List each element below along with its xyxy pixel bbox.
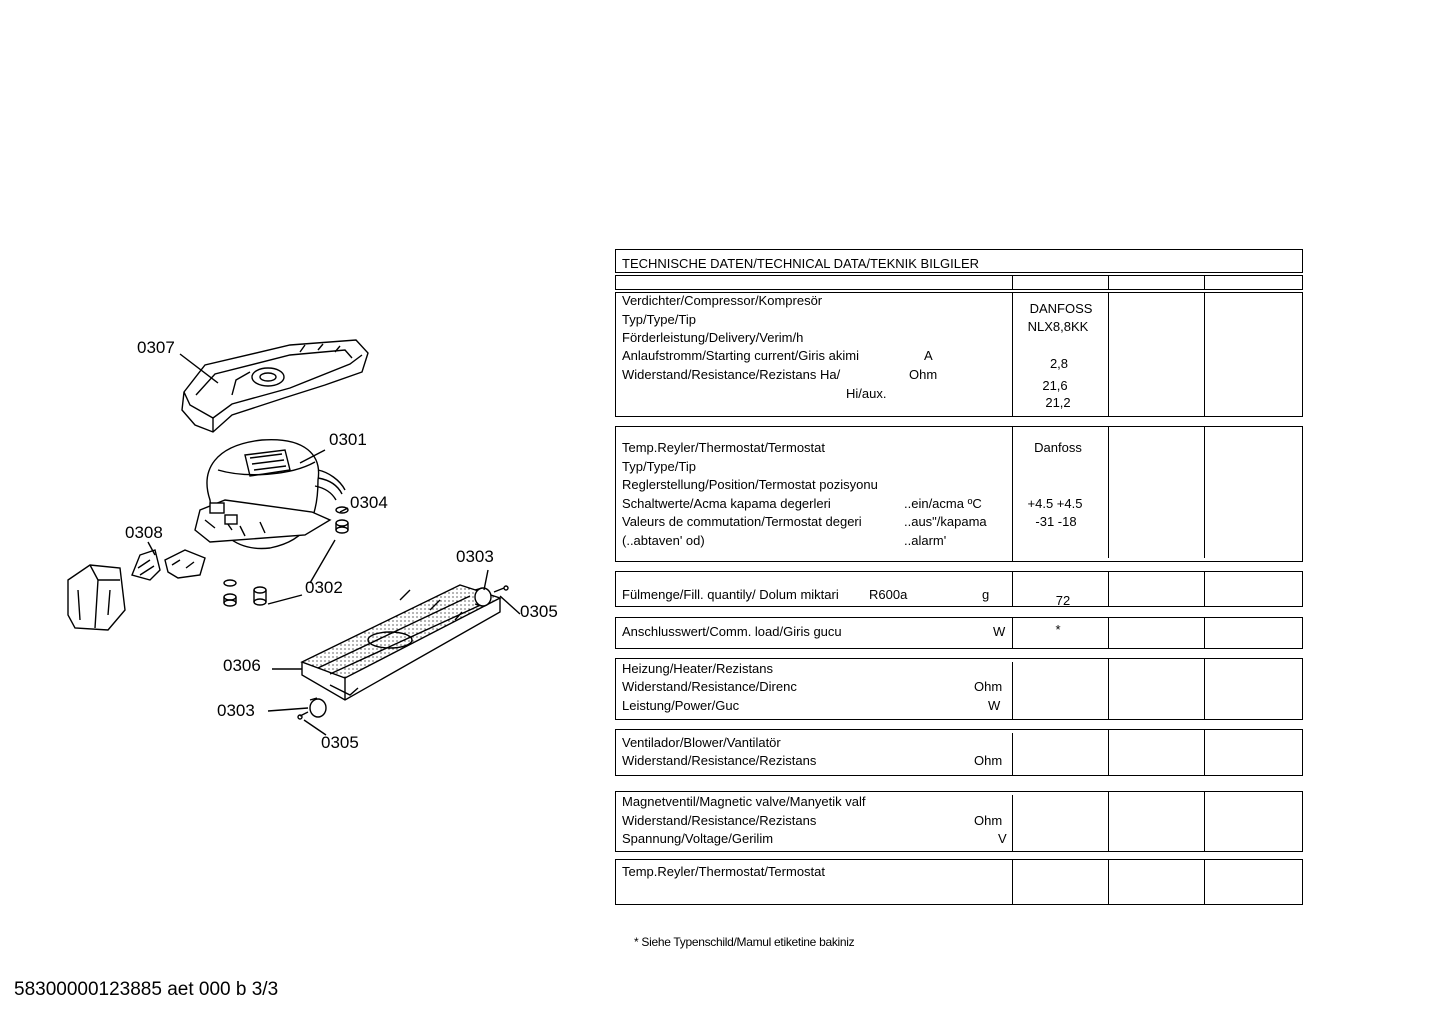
heater-power-unit: W — [988, 698, 1001, 713]
valve-voltage-unit: V — [998, 831, 1007, 846]
callout-0301: 0301 — [329, 430, 367, 449]
blower-resistance-unit: Ohm — [974, 753, 1003, 768]
switch-off-unit: ..aus"/kapama — [904, 514, 987, 529]
resistance-label: Widerstand/Resistance/Rezistans Ha/ — [622, 367, 841, 382]
connected-load-unit: W — [993, 624, 1006, 639]
alarm-unit: ..alarm' — [904, 533, 947, 548]
compressor-part — [195, 440, 345, 549]
thermostat2-label: Temp.Reyler/Thermostat/Termostat — [622, 864, 826, 879]
resistance-unit: Ohm — [909, 367, 938, 382]
leader-0302b — [310, 540, 335, 583]
thermostat-label: Temp.Reyler/Thermostat/Termostat — [622, 440, 826, 455]
switch-on-unit: ..ein/acma ºC — [904, 496, 982, 511]
magnetic-valve-label: Magnetventil/Magnetic valve/Manyetik valf — [622, 794, 866, 809]
thermostat-type-label: Typ/Type/Tip — [622, 459, 696, 474]
switch-values-label-2: Valeurs de commutation/Termostat degeri — [622, 514, 862, 529]
table-title: TECHNISCHE DATEN/TECHNICAL DATA/TEKNIK BILGILER — [622, 256, 980, 271]
compressor-delivery-label: Förderleistung/Delivery/Verim/h — [622, 330, 804, 345]
relay-cover-part — [68, 565, 125, 630]
foot-0303b — [310, 698, 326, 717]
connected-load-value: * — [1055, 622, 1061, 637]
resistance-main-value: 21,6 — [1042, 378, 1068, 393]
refrigerant-name: R600a — [869, 587, 908, 602]
heater-label: Heizung/Heater/Rezistans — [622, 661, 774, 676]
connected-load-label: Anschlusswert/Comm. load/Giris gucu — [622, 624, 842, 639]
callout-0306: 0306 — [223, 656, 261, 675]
valve-resistance-unit: Ohm — [974, 813, 1003, 828]
base-plate-part — [302, 585, 500, 700]
footnote: * Siehe Typenschild/Mamul etiketine bakiniz — [634, 935, 855, 949]
relay-part — [132, 550, 205, 580]
heater-resistance-unit: Ohm — [974, 679, 1003, 694]
blower-label: Ventilador/Blower/Vantilatör — [622, 735, 781, 750]
compressor-type-value: NLX8,8KK — [1027, 319, 1089, 334]
pin-0305b — [298, 712, 308, 719]
callout-0305-bottom: 0305 — [321, 733, 359, 752]
drip-tray-part — [182, 340, 368, 432]
callout-0303-top: 0303 — [456, 547, 494, 566]
leader-0305a — [500, 596, 520, 614]
heater-resistance-label: Widerstand/Resistance/Direnc — [622, 679, 797, 694]
compressor-label: Verdichter/Compressor/Kompresör — [622, 293, 823, 308]
valve-resistance-label: Widerstand/Resistance/Rezistans — [622, 813, 817, 828]
exploded-parts-diagram — [0, 0, 600, 800]
resistance-aux-value: 21,2 — [1045, 395, 1071, 410]
fill-quantity-unit: g — [982, 587, 990, 602]
switch-values-label: Schaltwerte/Acma kapama degerleri — [622, 496, 831, 511]
starting-current-label: Anlaufstromm/Starting current/Giris akimi — [622, 348, 859, 363]
switch-off-value: -31 -18 — [1035, 514, 1077, 529]
callout-0302: 0302 — [305, 578, 343, 597]
leader-0303a — [484, 570, 488, 590]
foot-0303a — [475, 588, 491, 606]
callout-0308: 0308 — [125, 523, 163, 542]
thermostat-brand-value: Danfoss — [1034, 440, 1082, 455]
blower-resistance-label: Widerstand/Resistance/Rezistans — [622, 753, 817, 768]
thermostat-position-label: Reglerstellung/Position/Termostat pozisyonu — [622, 477, 878, 492]
defrost-label: (..abtaven' od) — [622, 533, 705, 548]
switch-on-value: +4.5 +4.5 — [1027, 496, 1083, 511]
leader-0302a — [268, 595, 302, 604]
grommets-0302 — [224, 580, 266, 606]
heater-power-label: Leistung/Power/Guc — [622, 698, 740, 713]
fill-quantity-value: 72 — [1055, 593, 1071, 608]
document-id: 58300000123885 aet 000 b 3/3 — [14, 979, 279, 1000]
callout-0305-top: 0305 — [520, 602, 558, 621]
compressor-brand-value: DANFOSS — [1029, 301, 1093, 316]
resistance-aux-label: Hi/aux. — [846, 386, 887, 401]
valve-voltage-label: Spannung/Voltage/Gerilim — [622, 831, 774, 846]
starting-current-value: 2,8 — [1049, 356, 1069, 371]
table-header-row — [615, 275, 1303, 290]
leader-0303b — [268, 708, 308, 711]
pin-0305a — [494, 586, 508, 592]
callout-0303-bottom: 0303 — [217, 701, 255, 720]
callout-0307: 0307 — [137, 338, 175, 357]
compressor-type-label: Typ/Type/Tip — [622, 312, 696, 327]
starting-current-unit: A — [924, 348, 933, 363]
fill-quantity-label: Fülmenge/Fill. quantily/ Dolum miktari — [622, 587, 839, 602]
callout-0304: 0304 — [350, 493, 388, 512]
